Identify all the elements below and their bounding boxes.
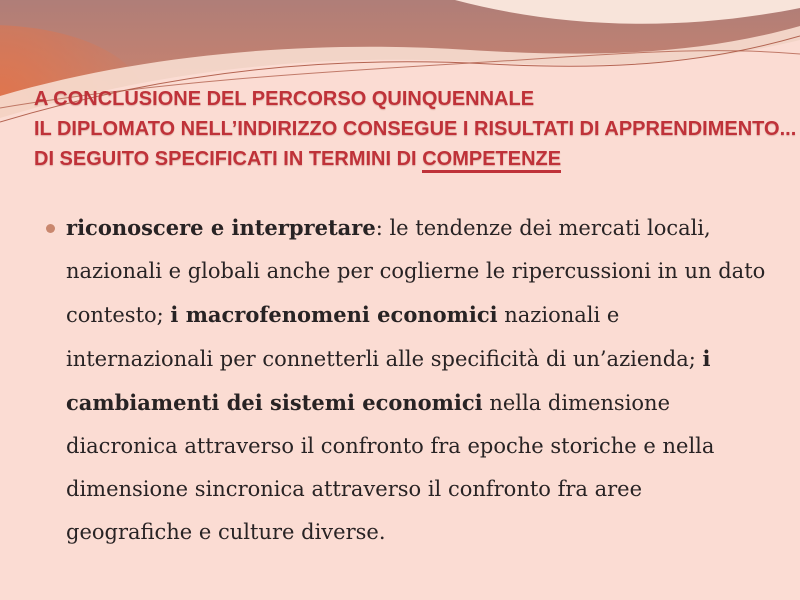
title-line-3-prefix: DI SEGUITO SPECIFICATI IN TERMINI DI bbox=[34, 148, 423, 170]
title-line-2: IL DIPLOMATO NELL’INDIRIZZO CONSEGUE I RISULTATI DI APPRENDIMENTO... bbox=[34, 118, 797, 140]
bullet-text-bold: i cambiamenti dei sistemi economici bbox=[66, 346, 711, 415]
bullet-text: : le tendenze dei mercati locali, nazionali e globali anche per coglierne le ripercussioni in un dato contesto; bbox=[66, 216, 766, 327]
bullet-text-bold: riconoscere e interpretare bbox=[66, 215, 376, 240]
title-block bbox=[34, 84, 797, 174]
title-line-3 bbox=[34, 144, 782, 174]
bullet-item bbox=[66, 206, 766, 554]
bullet-paragraph bbox=[66, 206, 766, 554]
bullet-text: nella dimensione diacronica attraverso il confronto fra epoche storiche e nella dimensione sincronica attraverso il confronto fra aree geografiche e culture diverse. bbox=[66, 391, 715, 544]
bullet-marker bbox=[46, 224, 55, 233]
bullet-text-bold: i macrofenomeni economici bbox=[170, 302, 498, 327]
bullet-text: nazionali e internazionali per connetterli alle specificità di un’azienda; bbox=[66, 303, 703, 371]
title-line-1: A CONCLUSIONE DEL PERCORSO QUINQUENNALE bbox=[34, 88, 535, 110]
title-competenze-underlined: COMPETENZE bbox=[422, 148, 561, 173]
